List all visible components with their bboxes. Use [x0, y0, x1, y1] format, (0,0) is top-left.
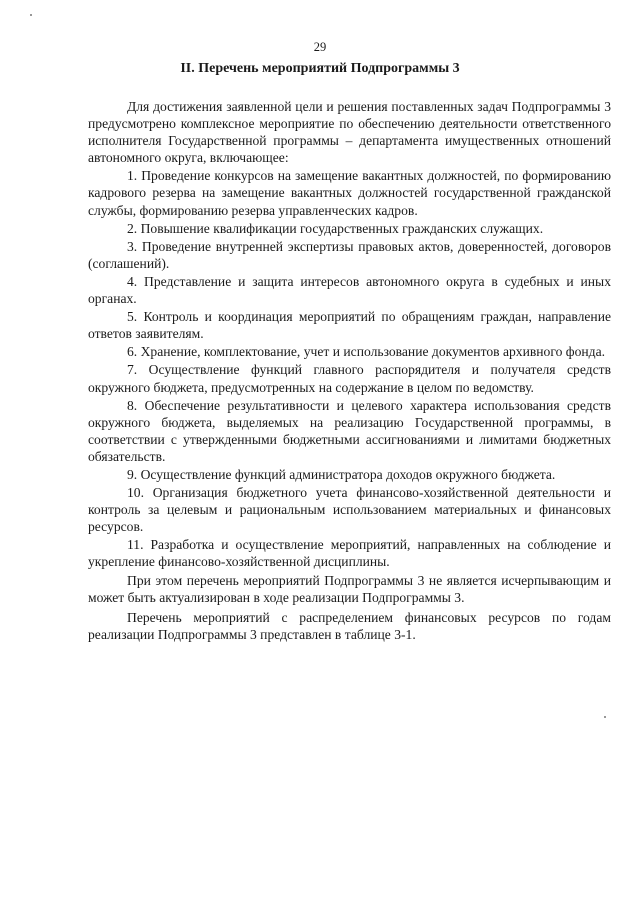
closing-paragraph: Перечень мероприятий с распределением финансовых ресурсов по годам реализации Подпрограммы 3 представлен в таблице 3-1.	[88, 609, 611, 642]
intro-paragraph: Для достижения заявленной цели и решения поставленных задач Подпрограммы 3 предусмотрено комплексное мероприятие по обеспечению деятельности ответственного исполнителя Государственной программы – департамента имущественных отношений автономного округа, включающее:	[88, 99, 611, 166]
scan-speck	[604, 716, 606, 718]
list-item: 6. Хранение, комплектование, учет и использование документов архивного фонда.	[127, 344, 605, 360]
list-item: 2. Повышение квалификации государственных гражданских служащих.	[127, 220, 544, 236]
list-item: 7. Осуществление функций главного распорядителя и получателя средств окружного бюджета, предусмотренных на содержание в целом по ведомству.	[88, 362, 611, 395]
list-item: 5. Контроль и координация мероприятий по обращениям граждан, направление ответов заявителям.	[88, 309, 611, 342]
list-item: 10. Организация бюджетного учета финансово-хозяйственной деятельности и контроль за целевым и рациональным использованием материальных и финансовых ресурсов.	[88, 485, 611, 535]
section-heading: II. Перечень мероприятий Подпрограммы 3	[180, 61, 460, 76]
list-item: 4. Представление и защита интересов автономного округа в судебных и иных органах.	[88, 273, 611, 307]
list-item: 3. Проведение внутренней экспертизы правовых актов, доверенностей, договоров (соглашений).	[88, 238, 611, 271]
list-item: 9. Осуществление функций администратора доходов окружного бюджета.	[127, 466, 556, 482]
note-paragraph: При этом перечень мероприятий Подпрограммы 3 не является исчерпывающим и может быть актуализирован в ходе реализации Подпрограммы 3.	[88, 572, 611, 605]
list-item: 11. Разработка и осуществление мероприятий, направленных на соблюдение и укрепление финансово-хозяйственной дисциплины.	[88, 537, 611, 570]
page-number: 29	[313, 40, 327, 54]
list-item: 1. Проведение конкурсов на замещение вакантных должностей, по формированию кадрового резерва на замещение вакантных должностей государственной гражданской службы, формированию резерва управленческих кадров.	[88, 168, 611, 218]
body-text	[88, 98, 611, 644]
scan-speck	[30, 14, 32, 16]
list-item: 8. Обеспечение результативности и целевого характера использования средств окружного бюджета, выделяемых на реализацию Государственной программы, в соответствии с утвержденными бюджетными ассигнованиями и лимитами бюджетных обязательств.	[88, 397, 611, 464]
